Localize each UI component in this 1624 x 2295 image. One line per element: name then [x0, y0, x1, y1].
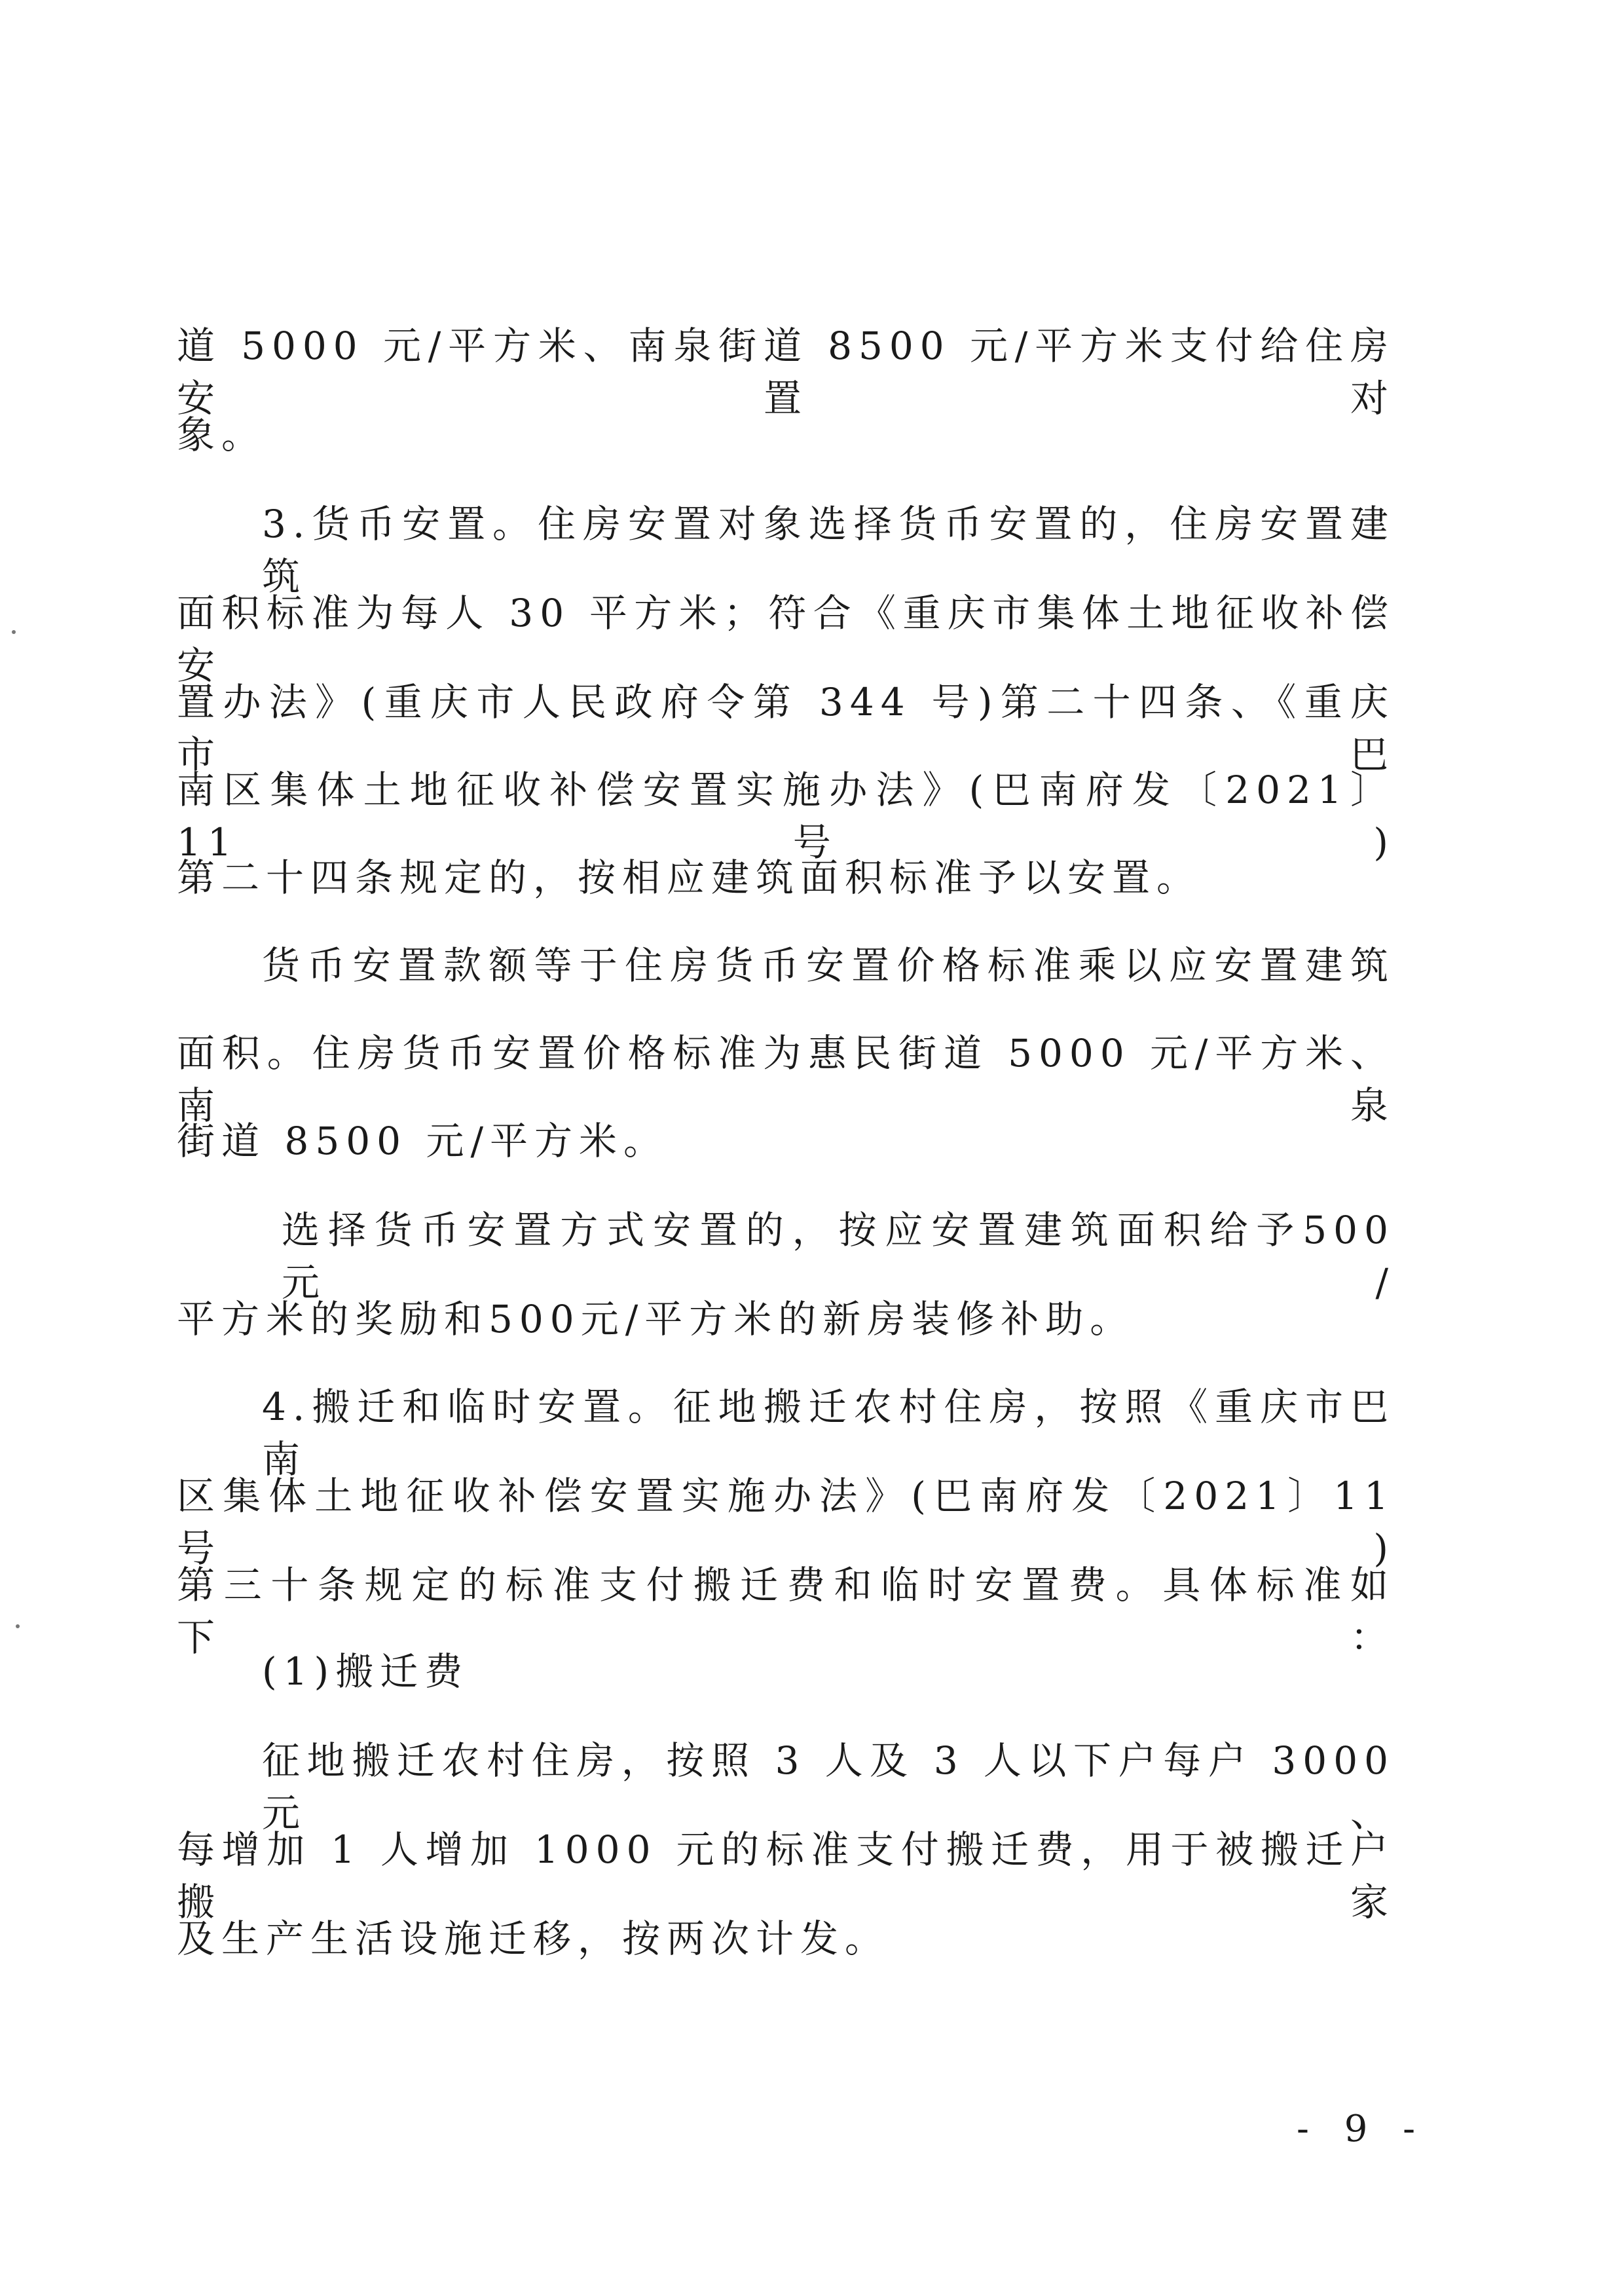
paragraph-line: 街道 8500 元/平方米。: [177, 1119, 669, 1163]
page-number: - 9 -: [1297, 2108, 1428, 2150]
paragraph-line: 第二十四条规定的，按相应建筑面积标准予以安置。: [177, 855, 1202, 900]
paragraph-line: 南区集体土地征收补偿安置实施办法》(巴南府发〔2021〕11 号): [177, 768, 1395, 865]
paragraph-line: 道 5000 元/平方米、南泉街道 8500 元/平方米支付给住房安置对: [177, 324, 1395, 420]
scan-mark: [12, 630, 16, 634]
paragraph-line: 及生产生活设施迁移，按两次计发。: [177, 1916, 890, 1961]
paragraph-line: 象。: [177, 413, 267, 457]
paragraph-line: 面积标准为每人 30 平方米；符合《重庆市集体土地征收补偿安: [177, 591, 1395, 688]
paragraph-line: 4.搬迁和临时安置。征地搬迁农村住房，按照《重庆市巴南: [262, 1385, 1395, 1482]
subheading: (1)搬迁费: [262, 1649, 470, 1694]
paragraph-line: 征地搬迁农村住房，按照 3 人及 3 人以下户每户 3000 元、: [262, 1738, 1395, 1835]
scan-mark: [16, 1624, 20, 1628]
paragraph-line: 选择货币安置方式安置的，按应安置建筑面积给予500元/: [282, 1208, 1395, 1305]
paragraph-line: 平方米的奖励和500元/平方米的新房装修补助。: [177, 1297, 1135, 1341]
paragraph-line: 置办法》(重庆市人民政府令第 344 号)第二十四条、《重庆市巴: [177, 680, 1395, 777]
paragraph-line: 区集体土地征收补偿安置实施办法》(巴南府发〔2021〕11 号): [177, 1474, 1395, 1571]
paragraph-line: 3.货币安置。住房安置对象选择货币安置的，住房安置建筑: [262, 502, 1395, 599]
paragraph-line: 第三十条规定的标准支付搬迁费和临时安置费。具体标准如下：: [177, 1563, 1395, 1660]
paragraph-line: 每增加 1 人增加 1000 元的标准支付搬迁费，用于被搬迁户搬家: [177, 1827, 1395, 1924]
paragraph-line: 面积。住房货币安置价格标准为惠民街道 5000 元/平方米、南泉: [177, 1031, 1395, 1128]
paragraph-line: 货币安置款额等于住房货币安置价格标准乘以应安置建筑: [262, 943, 1395, 988]
